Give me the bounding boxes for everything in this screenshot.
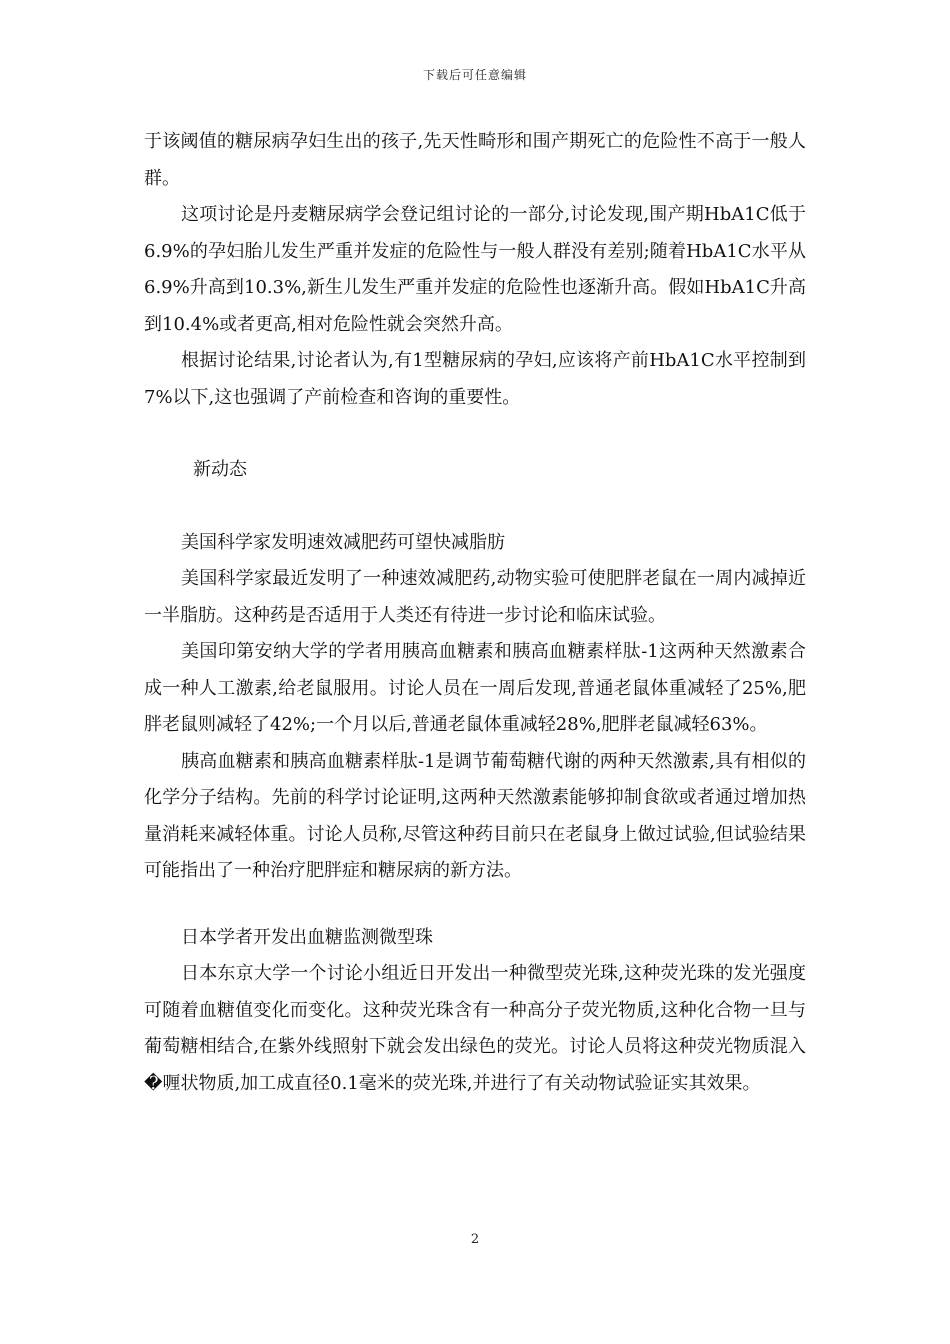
page-number: 2	[470, 1232, 480, 1247]
spacer	[144, 890, 806, 920]
document-body	[144, 124, 806, 1102]
paragraph-continuation: 于该阈值的糖尿病孕妇生出的孩子,先天性畸形和围产期死亡的危险性不高于一般人群。	[144, 131, 806, 189]
article-paragraph: 美国科学家最近发明了一种速效减肥药,动物实验可使肥胖老鼠在一周内减掉近一半脂肪。这种药是否适用于人类还有待进一步讨论和临床试验。	[144, 568, 806, 626]
article-title-glucose-beads: 日本学者开发出血糖监测微型珠	[181, 926, 433, 948]
paragraph-conclusion: 根据讨论结果,讨论者认为,有1型糖尿病的孕妇,应该将产前HbA1C水平控制到7%以下,这也强调了产前检查和咨询的重要性。	[144, 350, 806, 408]
spacer	[144, 416, 806, 452]
article-paragraph: 日本东京大学一个讨论小组近日开发出一种微型荧光珠,这种荧光珠的发光强度可随着血糖值变化而变化。这种荧光珠含有一种高分子荧光物质,这种化合物一旦与葡萄糖相结合,在紫外线照射下就会发出绿色的荧光。讨论人员将这种荧光物质混入�喱状物质,加工成直径0.1毫米的荧光珠,并进行了有关动物试验证实其效果。	[144, 963, 806, 1094]
article-title-weight-loss: 美国科学家发明速效减肥药可望快减脂肪	[181, 531, 505, 553]
article-paragraph: 美国印第安纳大学的学者用胰高血糖素和胰高血糖素样肽-1这两种天然激素合成一种人工激素,给老鼠服用。讨论人员在一周后发现,普通老鼠体重减轻了25%,肥胖老鼠则减轻了42%;一个月以后,普通老鼠体重减轻28%,肥胖老鼠减轻63%。	[144, 641, 806, 735]
article-paragraph: 胰高血糖素和胰高血糖素样肽-1是调节葡萄糖代谢的两种天然激素,具有相似的化学分子结构。先前的科学讨论证明,这两种天然激素能够抑制食欲或者通过增加热量消耗来减轻体重。讨论人员称,尽管这种药目前只在老鼠身上做过试验,但试验结果可能指出了一种治疗肥胖症和糖尿病的新方法。	[144, 750, 806, 881]
section-heading: 新动态	[193, 459, 247, 480]
paragraph-danish-study: 这项讨论是丹麦糖尿病学会登记组讨论的一部分,讨论发现,围产期HbA1C低于6.9%的孕妇胎儿发生严重并发症的危险性与一般人群没有差别;随着HbA1C水平从6.9%升高到10.3%,新生儿发生严重并发症的危险性也逐渐升高。假如HbA1C升高到10.4%或者更高,相对危险性就会突然升高。	[144, 204, 806, 335]
page-header: 下载后可任意编辑	[422, 68, 527, 82]
spacer	[144, 489, 806, 525]
